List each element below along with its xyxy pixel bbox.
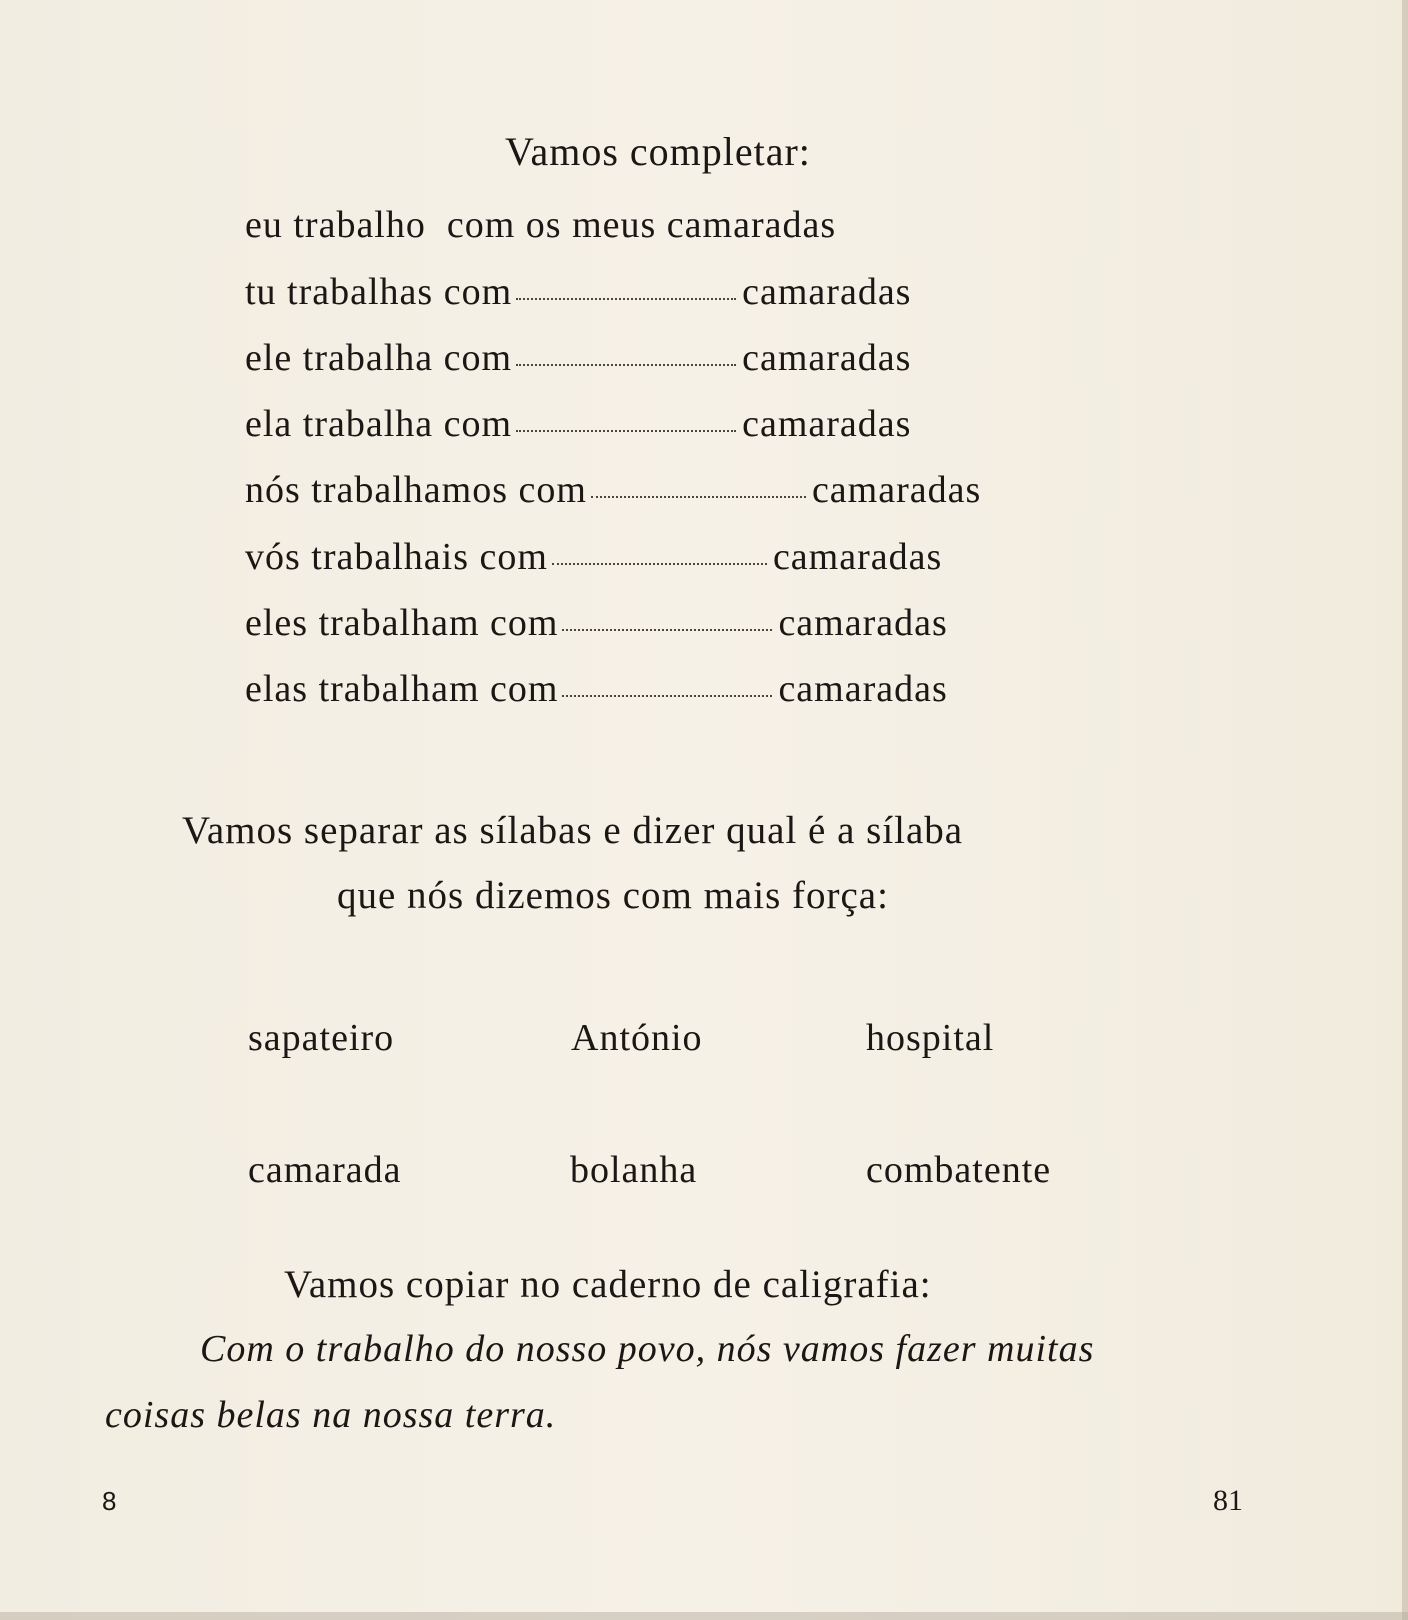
conjugation-row [245,402,911,446]
copy-sentence-line2: coisas belas na nossa terra. [105,1394,557,1436]
conjugation-text: ele trabalha com [245,337,513,379]
conjugation-row [245,270,911,314]
syllable-word: combatente [866,1149,1052,1191]
copiar-heading: Vamos copiar no caderno de caligrafia: [284,1263,932,1306]
syllable-word: camarada [248,1149,402,1191]
conjugation-text: elas trabalham com [245,668,559,710]
syllable-word: bolanha [570,1149,698,1191]
conjugation-text: eles trabalham com [245,602,559,644]
page-bottom-edge [0,1612,1408,1620]
fill-in-blank [552,563,767,565]
completar-heading: Vamos completar: [505,129,811,174]
conjugation-ending: camaradas [742,337,912,379]
fill-in-blank [516,364,736,366]
separar-heading-line2: que nós dizemos com mais força: [337,874,889,917]
conjugation-text: tu trabalhas com [245,271,513,313]
conjugation-ending: camaradas [811,469,982,511]
conjugation-row [245,468,981,512]
conjugation-ending: camaradas [772,536,943,578]
fill-in-blank [516,430,736,432]
conjugation-row [245,203,836,247]
conjugation-ending: camaradas [742,271,912,313]
conjugation-text: nós trabalhamos com [245,469,587,511]
syllable-word: sapateiro [248,1017,395,1059]
conjugation-ending: camaradas [778,602,948,644]
conjugation-row [245,601,948,645]
conjugation-ending: camaradas [742,403,912,445]
page-edge [1402,0,1408,1620]
conjugation-text: vós trabalhais com [245,536,548,578]
conjugation-row [245,336,911,380]
fill-in-blank [562,695,772,697]
syllable-word: hospital [866,1017,995,1059]
conjugation-text: eu trabalho com os meus camaradas [245,204,837,246]
copy-sentence-line1: Com o trabalho do nosso povo, nós vamos fazer muitas [200,1328,1095,1370]
conjugation-row [245,535,942,579]
conjugation-ending: camaradas [778,668,948,710]
conjugation-text: ela trabalha com [245,403,513,445]
syllable-word: António [571,1017,703,1059]
fill-in-blank [591,496,806,498]
fill-in-blank [516,298,736,300]
separar-heading-line1: Vamos separar as sílabas e dizer qual é a sílaba [182,809,964,852]
conjugation-row [245,667,948,711]
page-number-right: 81 [1213,1484,1243,1517]
fill-in-blank [562,629,772,631]
page-number-left: 8 [102,1486,117,1516]
